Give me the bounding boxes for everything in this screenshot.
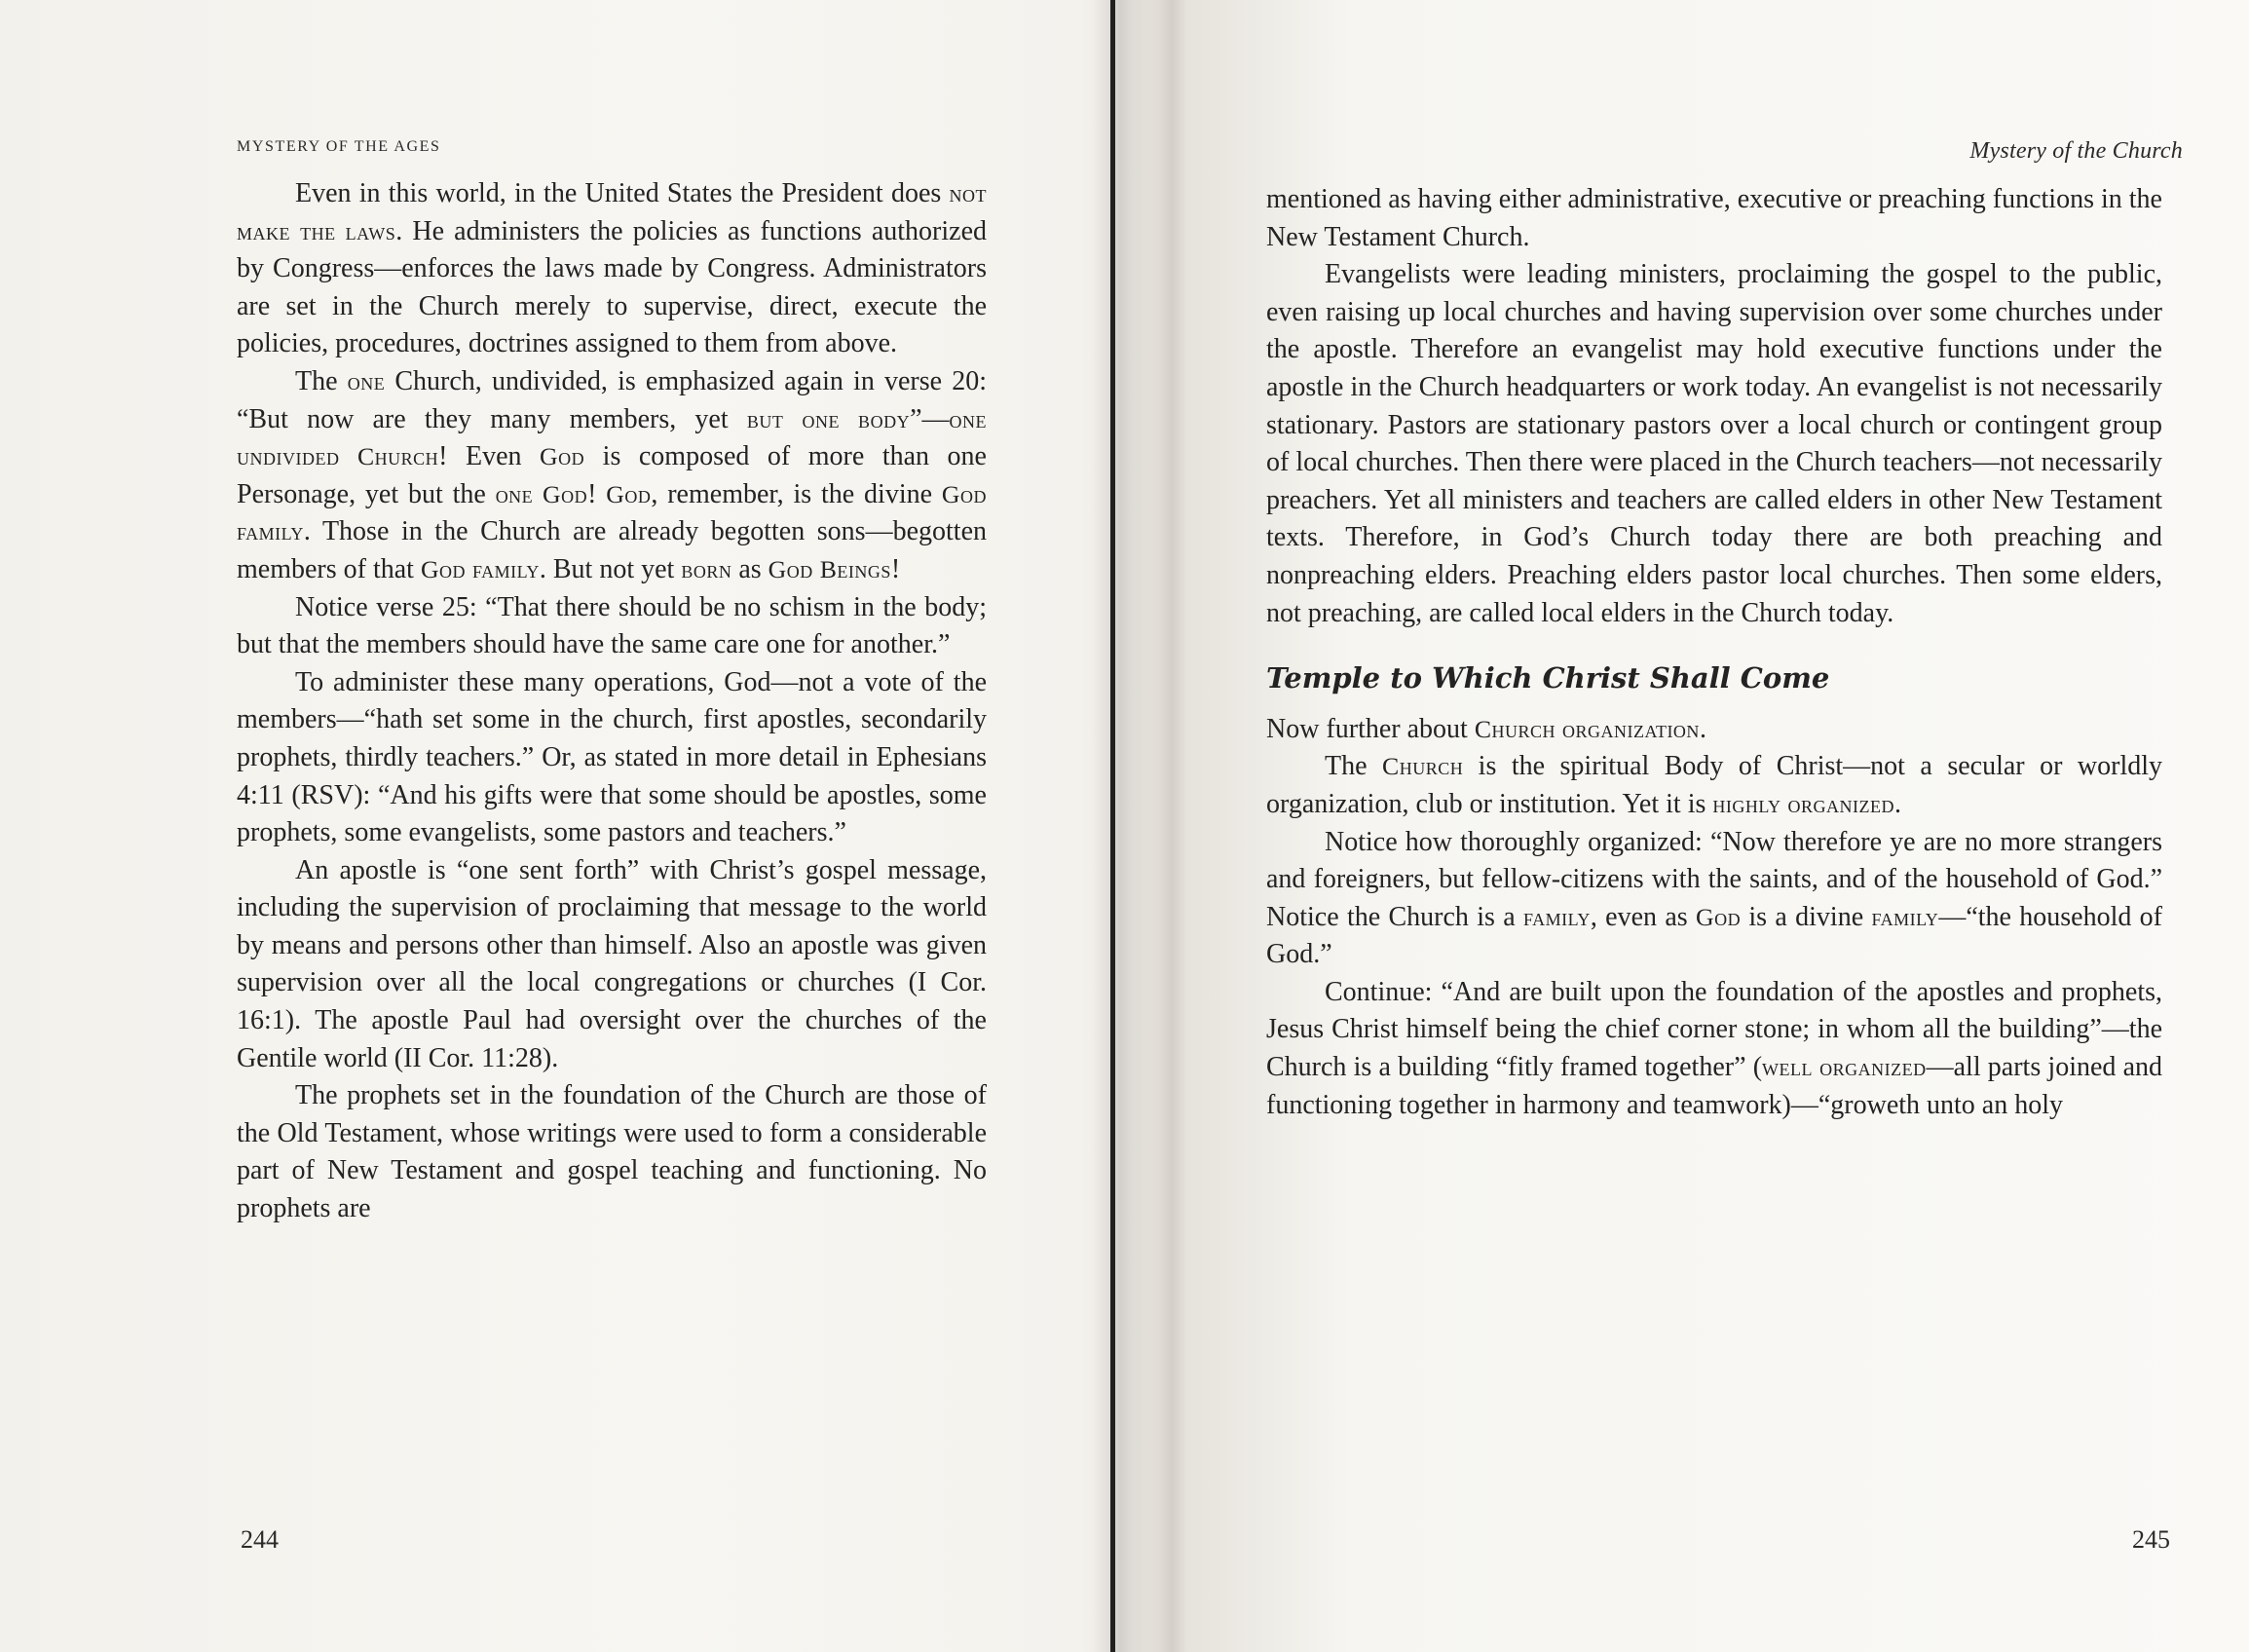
small-caps-text: Church organization bbox=[1474, 714, 1700, 743]
paragraph-text: . He administers the policies as functions authorized by Congress—enforces the laws made by Congress. Administrators are set in the Church merely to supervise, direct, execute the policies, procedures, doctrines assigned to them from above. bbox=[237, 215, 987, 359]
page-number-left: 244 bbox=[241, 1525, 279, 1554]
paragraph bbox=[237, 1077, 987, 1227]
paragraph-text: The prophets set in the foundation of the Church are those of the Old Testament, whose writings were used to form a considerable part of New Testament and gospel teaching and functioning. No prophets are bbox=[237, 1080, 987, 1224]
running-head-left: MYSTERY OF THE AGES bbox=[237, 138, 441, 155]
small-caps-text: family bbox=[1522, 902, 1591, 931]
running-head-right: Mystery of the Church bbox=[1969, 138, 2183, 164]
paragraph-text: —“the household of God.” bbox=[1266, 901, 2163, 970]
paragraph-text: Even in this world, in the United States the President does bbox=[295, 178, 950, 208]
paragraph-text: is a divine bbox=[1741, 901, 1872, 932]
paragraph-text: —all parts joined and functioning together in harmony and teamwork)—“groweth unto an holy bbox=[1266, 1052, 2163, 1120]
paragraph-text: Notice how thoroughly organized: “Now therefore ye are no more strangers and foreigners, but fellow-citizens with the saints, and of the household of God.” Notice the Church is a bbox=[1266, 826, 2162, 932]
paragraph bbox=[237, 363, 987, 589]
left-page bbox=[0, 0, 1110, 1652]
paragraph-text: Continue: “And are built upon the foundation of the apostles and prophets, Jesus Christ himself being the chief corner stone; in whom all the building”—the Church is a building “fitly framed together” ( bbox=[1266, 976, 2162, 1083]
paragraph-text: is the spiritual Body of Christ—not a secular or worldly organization, club or institution. Yet it is bbox=[1266, 751, 2162, 819]
small-caps-text: God bbox=[540, 442, 585, 471]
small-caps-text: born bbox=[681, 554, 732, 583]
small-caps-text: God bbox=[1695, 902, 1742, 931]
book-gutter bbox=[1110, 0, 1115, 1652]
paragraph bbox=[237, 589, 987, 664]
small-caps-text: God family bbox=[420, 554, 540, 583]
paragraph-text: is composed of more than one Personage, yet but the bbox=[237, 441, 987, 509]
small-caps-text: not make the laws bbox=[237, 179, 987, 245]
small-caps-text: well organized bbox=[1762, 1053, 1927, 1082]
paragraph-text: Church, undivided, is emphasized again in verse 20: “But now are they many members, yet bbox=[237, 365, 988, 434]
small-caps-text: God bbox=[606, 479, 652, 508]
paragraph-text: The bbox=[1325, 751, 1383, 782]
paragraph bbox=[1266, 824, 2162, 974]
right-page-body bbox=[1266, 181, 2162, 1124]
paragraph bbox=[1266, 748, 2162, 823]
small-caps-text: but one body bbox=[746, 404, 911, 433]
page-number-right: 245 bbox=[2132, 1525, 2170, 1554]
paragraph-text: . bbox=[1893, 788, 1901, 819]
paragraph-text: ! bbox=[587, 478, 607, 509]
paragraph bbox=[237, 175, 987, 363]
paragraph-text: ! bbox=[890, 553, 901, 584]
paragraph-text: mentioned as having either administrative, executive or preaching functions in the New Testament Church. bbox=[1266, 184, 2162, 252]
paragraph bbox=[1266, 711, 2162, 749]
small-caps-text: family bbox=[1871, 902, 1939, 931]
paragraph-text: The bbox=[295, 365, 348, 396]
left-page-body bbox=[237, 175, 987, 1228]
paragraph-text: . Those in the Church are already begotten sons—begotten members of that bbox=[237, 516, 987, 584]
paragraph bbox=[237, 852, 987, 1078]
paragraph-text: . But not yet bbox=[539, 553, 682, 584]
small-caps-text: one bbox=[347, 366, 386, 395]
paragraph-text: To administer these many operations, God—not a vote of the members—“hath set some in the church, first apostles, secondarily prophets, thirdly teachers.” Or, as stated in more detail in Ephesians 4:11 (RSV): “And his gifts were that some should be apostles, some prophets, some evangelists, some pastors and teachers.” bbox=[237, 666, 987, 848]
paragraph bbox=[1266, 256, 2162, 632]
paragraph-text: , even as bbox=[1590, 901, 1696, 932]
small-caps-text: Church bbox=[1382, 752, 1464, 781]
right-body-before bbox=[1266, 181, 2162, 632]
paragraph bbox=[237, 664, 987, 852]
paragraph-text: ”— bbox=[910, 403, 950, 434]
paragraph-text: Notice verse 25: “That there should be no schism in the body; but that the members should have the same care one for another.” bbox=[237, 591, 987, 660]
paragraph bbox=[1266, 181, 2162, 256]
small-caps-text: God Beings bbox=[768, 554, 891, 583]
right-body-after bbox=[1266, 711, 2162, 1125]
section-subheading: Temple to Which Christ Shall Come bbox=[1266, 661, 1830, 695]
paragraph-text: An apostle is “one sent forth” with Christ’s gospel message, including the supervision of proclaiming that message to the world by means and persons other than himself. Also an apostle was given supervision over all the local congregations or churches (I Cor. 16:1). The apostle Paul had oversight over the churches of the Gentile world (II Cor. 11:28). bbox=[237, 854, 987, 1073]
small-caps-text: one God bbox=[495, 479, 588, 508]
paragraph-text: , remember, is the divine bbox=[651, 478, 942, 509]
small-caps-text: highly organized bbox=[1712, 789, 1894, 818]
paragraph-text: . bbox=[1699, 713, 1706, 744]
paragraph-text: Evangelists were leading ministers, proclaiming the gospel to the public, even raising up local churches and having supervision over some churches under the apostle. Therefore an evangelist may hold executive functions under the apostle in the Church headquarters or work today. An evangelist is not necessarily stationary. Pastors are stationary pastors over a local church or contingent group of local churches. Then there were placed in the Church teachers—not necessarily preachers. Yet all ministers and teachers are called elders in other New Testament texts. Therefore, in God’s Church today there are both preaching and nonpreaching elders. Preaching elders pastor local churches. Then some elders, not preaching, are called local elders in the Church today. bbox=[1266, 259, 2162, 628]
paragraph-text: as bbox=[731, 553, 768, 584]
small-caps-text: God family bbox=[237, 479, 987, 546]
paragraph-text: ! Even bbox=[438, 441, 541, 472]
right-page bbox=[1116, 0, 2249, 1652]
paragraph-text: Now further about bbox=[1266, 713, 1475, 744]
paragraph bbox=[1266, 974, 2162, 1124]
small-caps-text: one undivided Church bbox=[237, 404, 988, 471]
